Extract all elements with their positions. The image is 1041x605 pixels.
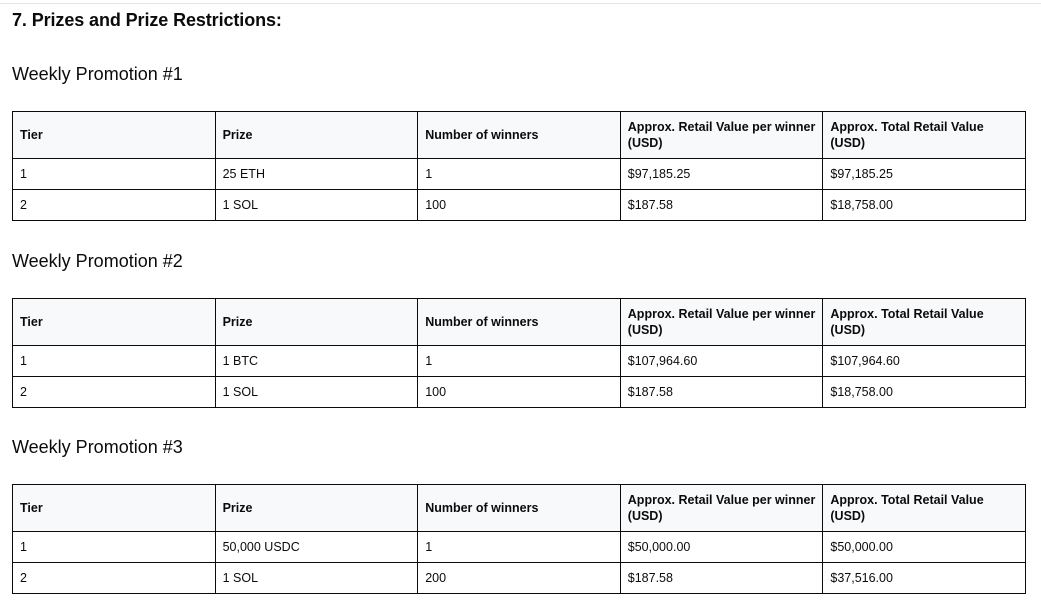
cell-prize: 1 SOL	[215, 190, 418, 221]
table-header-row	[13, 299, 1026, 346]
header-total-value: Approx. Total Retail Value (USD)	[823, 299, 1026, 346]
promotion-1	[12, 61, 1026, 221]
header-value-per-winner: Approx. Retail Value per winner (USD)	[620, 485, 823, 532]
cell-value-per-winner: $187.58	[620, 377, 823, 408]
prize-table	[12, 298, 1026, 408]
cell-prize: 50,000 USDC	[215, 532, 418, 563]
table-row	[13, 159, 1026, 190]
cell-value-per-winner: $187.58	[620, 190, 823, 221]
cell-winners: 1	[418, 346, 621, 377]
header-prize: Prize	[215, 299, 418, 346]
prize-table	[12, 484, 1026, 594]
cell-prize: 1 SOL	[215, 377, 418, 408]
cell-total-value: $18,758.00	[823, 377, 1026, 408]
cell-winners: 100	[418, 190, 621, 221]
cell-value-per-winner: $187.58	[620, 563, 823, 594]
cell-winners: 1	[418, 159, 621, 190]
header-prize: Prize	[215, 485, 418, 532]
cell-tier: 2	[13, 563, 216, 594]
promotion-title: Weekly Promotion #2	[12, 251, 183, 271]
section-title: 7. Prizes and Prize Restrictions:	[12, 10, 282, 30]
header-prize: Prize	[215, 112, 418, 159]
promotion-title: Weekly Promotion #1	[12, 64, 183, 84]
header-number-of-winners: Number of winners	[418, 112, 621, 159]
cell-prize: 25 ETH	[215, 159, 418, 190]
table-row	[13, 377, 1026, 408]
promotion-title: Weekly Promotion #3	[12, 437, 183, 457]
table-row	[13, 563, 1026, 594]
cell-winners: 200	[418, 563, 621, 594]
cell-prize: 1 BTC	[215, 346, 418, 377]
cell-tier: 2	[13, 377, 216, 408]
cell-tier: 1	[13, 159, 216, 190]
header-tier: Tier	[13, 299, 216, 346]
cell-total-value: $107,964.60	[823, 346, 1026, 377]
cell-total-value: $50,000.00	[823, 532, 1026, 563]
prize-table	[12, 111, 1026, 221]
cell-prize: 1 SOL	[215, 563, 418, 594]
cell-total-value: $97,185.25	[823, 159, 1026, 190]
header-total-value: Approx. Total Retail Value (USD)	[823, 112, 1026, 159]
cell-value-per-winner: $97,185.25	[620, 159, 823, 190]
table-row	[13, 346, 1026, 377]
cell-tier: 1	[13, 532, 216, 563]
header-tier: Tier	[13, 112, 216, 159]
cell-tier: 1	[13, 346, 216, 377]
header-total-value: Approx. Total Retail Value (USD)	[823, 485, 1026, 532]
table-header-row	[13, 485, 1026, 532]
header-value-per-winner: Approx. Retail Value per winner (USD)	[620, 299, 823, 346]
cell-value-per-winner: $107,964.60	[620, 346, 823, 377]
cell-value-per-winner: $50,000.00	[620, 532, 823, 563]
header-number-of-winners: Number of winners	[418, 485, 621, 532]
header-tier: Tier	[13, 485, 216, 532]
table-header-row	[13, 112, 1026, 159]
top-divider	[0, 3, 1041, 4]
table-row	[13, 532, 1026, 563]
cell-winners: 100	[418, 377, 621, 408]
cell-total-value: $37,516.00	[823, 563, 1026, 594]
table-row	[13, 190, 1026, 221]
cell-total-value: $18,758.00	[823, 190, 1026, 221]
promotion-2	[12, 248, 1026, 408]
cell-tier: 2	[13, 190, 216, 221]
promotion-3	[12, 434, 1026, 594]
cell-winners: 1	[418, 532, 621, 563]
header-value-per-winner: Approx. Retail Value per winner (USD)	[620, 112, 823, 159]
header-number-of-winners: Number of winners	[418, 299, 621, 346]
